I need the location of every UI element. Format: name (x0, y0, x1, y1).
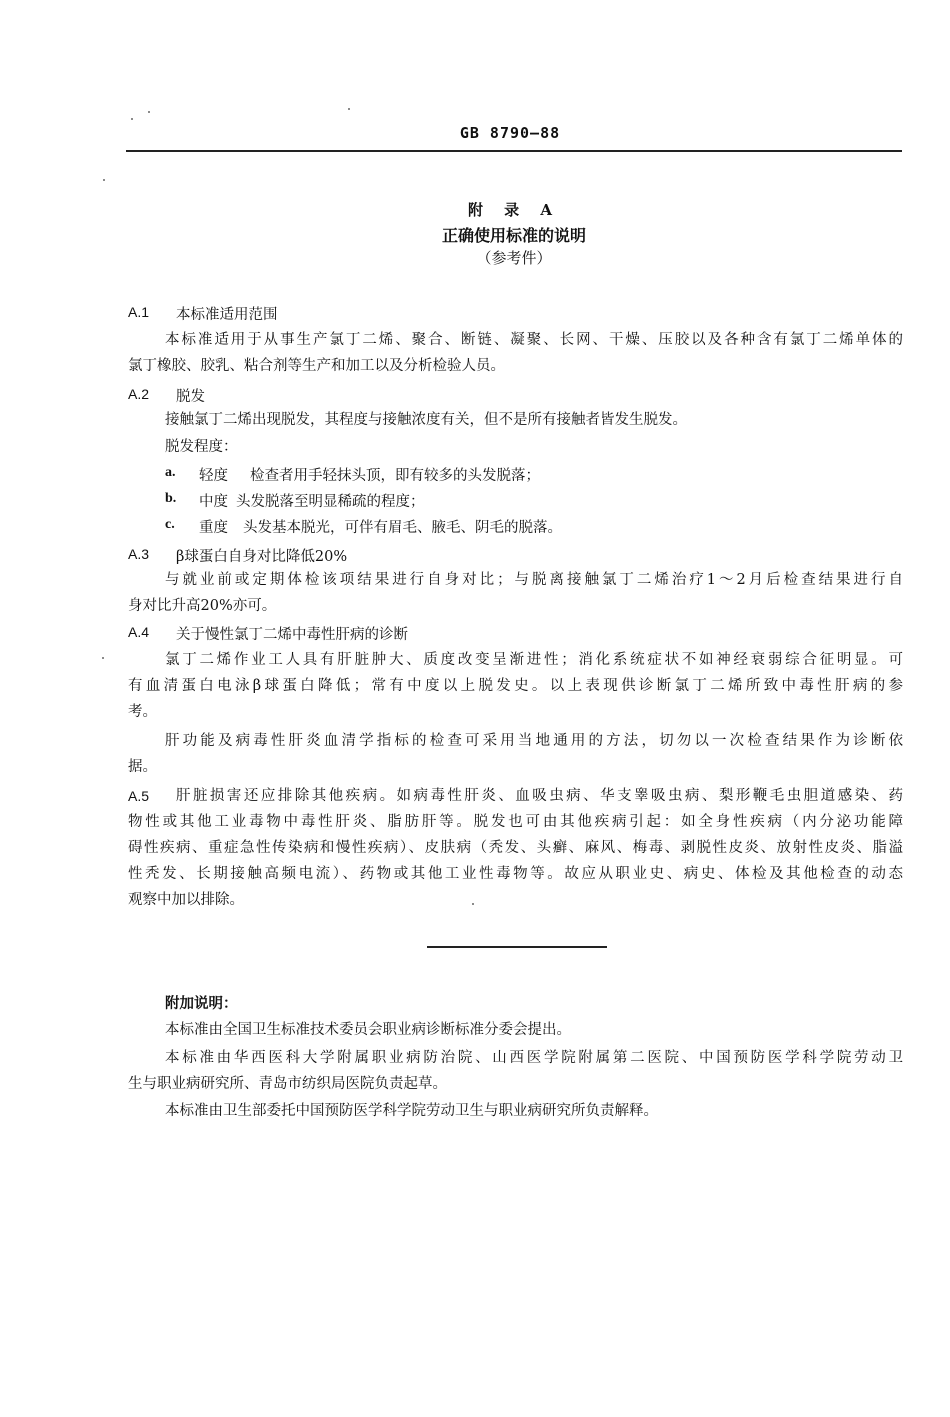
paragraph-line: 脱发程度： (165, 439, 238, 455)
additional-notes-heading: 附加说明： (165, 996, 238, 1012)
section-number-a4: A.4 (128, 624, 150, 640)
section-number-a1: A.1 (128, 304, 150, 320)
paragraph-line: 有血清蛋白电泳β球蛋白降低；常有中度以上脱发史。以上表现供诊断氯丁二烯所致中毒性肝病的参 (128, 678, 903, 694)
scan-speck (348, 108, 350, 110)
paragraph-line: 物性或其他工业毒物中毒性肝炎、脂肪肝等。脱发也可由其他疾病引起：如全身性疾病（内分泌功能障 (128, 814, 903, 830)
section-title-a2: 脱发 (176, 389, 205, 405)
section-title-a1: 本标准适用范围 (176, 307, 278, 323)
paragraph-line: 本标准由全国卫生标准技术委员会职业病诊断标准分委会提出。 (165, 1022, 571, 1038)
list-item-term: 重度 (199, 520, 228, 536)
section-title-a3: β球蛋白自身对比降低20% (176, 549, 348, 565)
paragraph-line: 本标准适用于从事生产氯丁二烯、聚合、断链、凝聚、长网、干燥、压胶以及各种含有氯丁二烯单体的 (165, 332, 903, 348)
list-item-desc: 头发基本脱光，可伴有眉毛、腋毛、阴毛的脱落。 (243, 520, 562, 536)
standard-number: GB 8790—88 (459, 124, 561, 142)
appendix-title: 正确使用标准的说明 (441, 226, 586, 245)
section-number-a3: A.3 (128, 546, 150, 562)
scan-speck (472, 903, 474, 905)
paragraph-line: 肝功能及病毒性肝炎血清学指标的检查可采用当地通用的方法，切勿以一次检查结果作为诊断依 (165, 733, 903, 749)
list-item-term: 轻度 (199, 468, 228, 484)
paragraph-line: 本标准由卫生部委托中国预防医学科学院劳动卫生与职业病研究所负责解释。 (165, 1103, 658, 1119)
paragraph-line: 肝脏损害还应排除其他疾病。如病毒性肝炎、血吸虫病、华支睾吸虫病、梨形鞭毛虫胆道感染、药 (176, 788, 903, 804)
paragraph-line: 生与职业病研究所、青岛市纺织局医院负责起草。 (128, 1076, 447, 1092)
header-rule (126, 150, 902, 152)
section-divider (427, 946, 607, 948)
list-item-desc: 检查者用手轻抹头顶，即有较多的头发脱落； (250, 468, 540, 484)
paragraph-line: 据。 (128, 759, 157, 775)
paragraph-line: 接触氯丁二烯出现脱发，其程度与接触浓度有关，但不是所有接触者皆发生脱发。 (165, 412, 687, 428)
scan-speck (102, 657, 104, 659)
paragraph-line: 性秃发、长期接触高频电流）、药物或其他工业性毒物等。故应从职业史、病史、体检及其他检查的动态 (128, 866, 903, 882)
list-item-letter: a. (165, 465, 176, 480)
paragraph-line: 氯丁二烯作业工人具有肝脏肿大、质度改变呈渐进性；消化系统症状不如神经衰弱综合征明显。可 (165, 652, 903, 668)
section-number-a2: A.2 (128, 386, 150, 402)
paragraph-line: 考。 (128, 704, 157, 720)
paragraph-line: 氯丁橡胶、胶乳、粘合剂等生产和加工以及分析检验人员。 (128, 358, 505, 374)
paragraph-line: 本标准由华西医科大学附属职业病防治院、山西医学院附属第二医院、中国预防医学科学院劳动卫 (165, 1050, 903, 1066)
paragraph-line: 观察中加以排除。 (128, 892, 244, 908)
section-number-a5: A.5 (128, 788, 150, 804)
paragraph-line: 与就业前或定期体检该项结果进行自身对比；与脱离接触氯丁二烯治疗1～2月后检查结果进行自 (165, 572, 903, 588)
scan-speck (103, 179, 105, 181)
appendix-note: （参考件） (476, 249, 552, 267)
list-item-letter: c. (165, 517, 175, 532)
scan-speck (131, 118, 133, 120)
list-item-term: 中度 (199, 494, 228, 510)
paragraph-line: 碍性疾病、重症急性传染病和慢性疾病）、皮肤病（秃发、头癣、麻风、梅毒、剥脱性皮炎、放射性皮炎、脂溢 (128, 840, 903, 856)
list-item-letter: b. (165, 491, 177, 506)
scan-speck (148, 111, 150, 113)
paragraph-line: 身对比升高20%亦可。 (128, 598, 277, 614)
section-title-a4: 关于慢性氯丁二烯中毒性肝病的诊断 (176, 627, 408, 643)
list-item-desc: 头发脱落至明显稀疏的程度； (236, 494, 425, 510)
appendix-label: 附 录 A (467, 201, 561, 219)
